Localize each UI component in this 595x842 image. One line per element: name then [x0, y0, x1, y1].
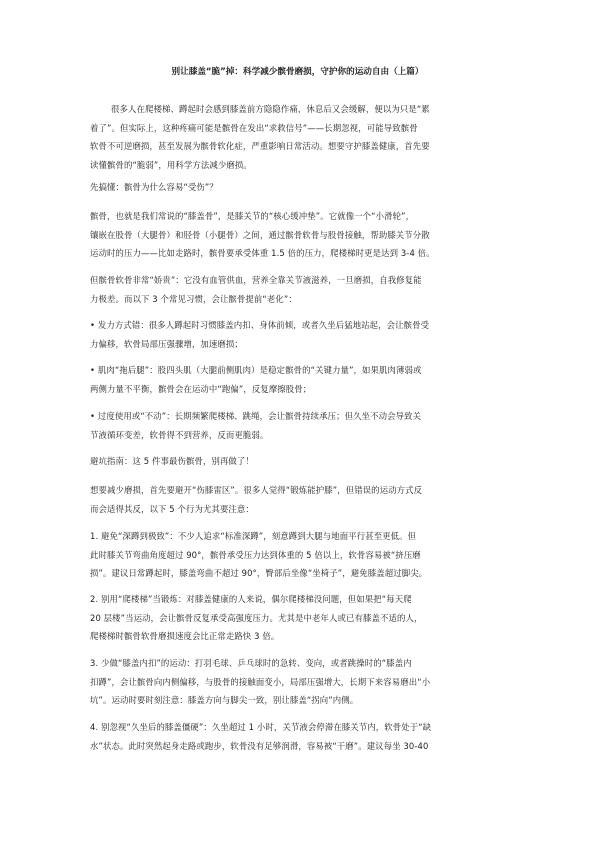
text-line: 镶嵌在股骨（大腿骨）和胫骨（小腿骨）之间，通过髌骨软骨与股骨接触，帮助膝关节分散 — [90, 229, 430, 240]
text-line: 扣蹲”，会让髌骨向内侧偏移，与股骨的接触面变小，局部压强增大，长期下来容易磨出“小 — [90, 676, 431, 687]
text-line: 想要减少磨损，首先要避开“伤膝雷区”。很多人觉得“锻炼能护膝”，但错误的运动方式反 — [90, 485, 423, 495]
text-line: 坑”。运动时要时刻注意：膝盖方向与脚尖一致，别让膝盖“拐向”内侧。 — [90, 695, 359, 705]
text-line: 20 层楼”当运动，会让髌骨反复承受高强度压力。尤其是中老年人或已有膝盖不适的人， — [90, 612, 423, 623]
text-line: 两侧力量不平衡，髌骨会在运动中“跑偏”，反复摩擦股骨； — [90, 383, 312, 394]
text-line: 很多人在爬楼梯、蹲起时会感到膝盖前方隐隐作痛，休息后又会缓解，便以为只是“累 — [111, 104, 430, 114]
text-line: 2. 别用“爬楼梯”当锻炼：对膝盖健康的人来说，偶尔爬楼梯没问题，但如果把“每天爬 — [90, 594, 412, 604]
text-line: 避坑指南：这 5 件事最伤髌骨，别再做了！ — [90, 456, 254, 466]
text-line: 力极差。而以下 3 个常见习惯，会让髌骨提前“老化”： — [90, 293, 297, 304]
text-line: 4. 别忽视“久坐后的膝盖僵硬”：久坐超过 1 小时，关节液会停滞在膝关节内，软骨处于“缺 — [90, 722, 432, 732]
paragraph — [90, 207, 508, 263]
text-line: 1. 避免“深蹲到极致”：不少人追求“标准深蹲”，刻意蹲到大腿与地面平行甚至更低。但 — [90, 531, 417, 541]
paragraph — [90, 481, 508, 518]
text-line: 软骨不可逆磨损，甚至发展为髌骨软化症，严重影响日常活动。想要守护膝盖健康，首先要 — [90, 141, 430, 151]
bullet-item — [90, 407, 508, 444]
text-line: 着了”。但实际上，这种疼痛可能是髌骨在发出“求救信号”——长期忽视，可能导致髌骨 — [90, 122, 418, 133]
text-line: 3. 少做“膝盖内扣”的运动：打羽毛球、乒乓球时的急转、变向，或者跳操时的“膝盖内 — [90, 658, 412, 668]
text-line: 而会适得其反，以下 5 个行为尤其要注意： — [90, 503, 254, 514]
numbered-item — [90, 527, 508, 583]
numbered-item — [90, 654, 508, 710]
text-line: 损”。建议日常蹲起时，膝盖弯曲不超过 90°，臀部后坐像“坐椅子”，避免膝盖超过脚尖。 — [90, 568, 428, 578]
text-line: 水”状态。此时突然起身走路或跑步，软骨没有足够润滑，容易被“干磨”。建议每坐 30-40 — [90, 740, 429, 751]
text-line: 髌骨，也就是我们常说的“膝盖骨”，是膝关节的“核心缓冲垫”。它就像一个“小滑轮”， — [90, 211, 415, 221]
bullet-item — [90, 316, 508, 353]
section-heading — [90, 178, 508, 197]
intro-paragraph — [90, 100, 508, 174]
section-heading — [90, 452, 508, 471]
text-line: • 发力方式错：很多人蹲起时习惯膝盖内扣、身体前倾，或者久坐后猛地站起，会让髌骨受 — [90, 320, 430, 330]
text-line: 力偏移，软骨局部压强骤增，加速磨损； — [90, 338, 243, 349]
bullet-item — [90, 361, 508, 398]
numbered-item — [90, 590, 508, 646]
text-line: 读懂髌骨的“脆弱”，用科学方法减少磨损。 — [90, 159, 252, 170]
text-line: 先搞懂：髌骨为什么容易“受伤”？ — [90, 182, 218, 192]
article-title: 别让膝盖“脆”掉：科学减少髌骨磨损，守护你的运动自由（上篇） — [171, 67, 424, 77]
text-line: 爬楼梯时髌骨软骨磨损速度会比正常走路快 3 倍。 — [90, 631, 280, 641]
paragraph — [90, 271, 508, 308]
text-line: • 过度使用或“不动”：长期频繁爬楼梯、跳绳，会让髌骨持续承压；但久坐不动会导致关 — [90, 411, 422, 421]
text-line: • 肌肉“拖后腿”：股四头肌（大腿前侧肌肉）是稳定髌骨的“关键力量”，如果肌肉薄弱或 — [90, 365, 422, 375]
text-line: 但髌骨软骨非常“娇贵”：它没有血管供血，营养全靠关节液滋养，一旦磨损，自我修复能 — [90, 275, 422, 285]
text-line: 节液循环变差，软骨得不到营养，反而更脆弱。 — [90, 429, 269, 440]
text-line: 此时膝关节弯曲角度超过 90°，髌骨承受压力达到体重的 5 倍以上，软骨容易被“挤压磨 — [90, 549, 421, 560]
numbered-item — [90, 718, 508, 755]
text-line: 运动时的压力——比如走路时，髌骨要承受体重 1.5 倍的压力，爬楼梯时更是达到 3-4 倍。 — [90, 248, 435, 258]
